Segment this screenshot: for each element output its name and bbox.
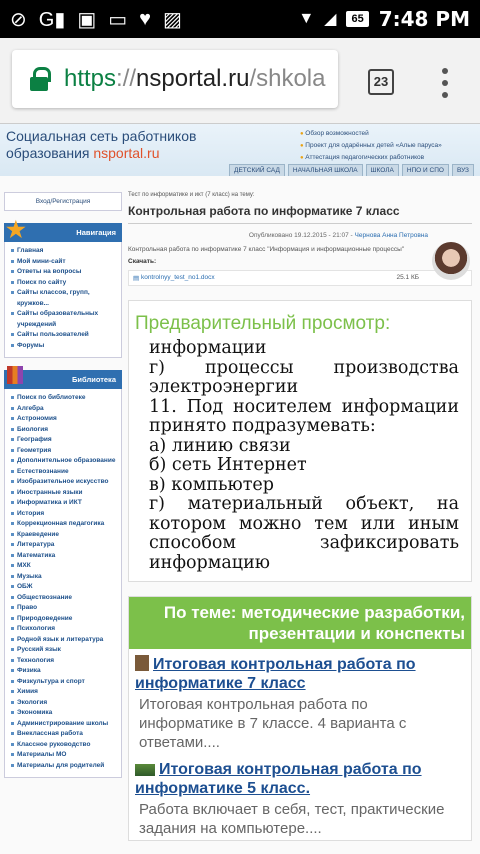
image-icon: ▨ bbox=[163, 8, 182, 31]
preview-line: г) материальный объект, на bbox=[149, 494, 459, 514]
navigation-header bbox=[4, 217, 122, 242]
preview-line: информацию bbox=[149, 552, 270, 573]
related-item-text: Работа включает в себя, тест, практические задания на компьютере.... bbox=[139, 801, 445, 837]
file-row[interactable] bbox=[128, 270, 472, 286]
lock-icon bbox=[30, 67, 48, 91]
menu-dot-icon bbox=[442, 68, 448, 74]
url-path: /shkola bbox=[249, 65, 326, 92]
sidebar-library-item[interactable]: История bbox=[11, 509, 119, 520]
nav-tab-school[interactable]: ШКОЛА bbox=[366, 164, 399, 177]
sidebar-nav-item[interactable]: Сайты классов, групп, кружков... bbox=[11, 288, 119, 309]
sidebar-library-item[interactable]: Коррекционная педагогика bbox=[11, 519, 119, 530]
thumbnail-icon bbox=[135, 764, 155, 776]
message-icon: ▣ bbox=[77, 8, 97, 31]
sidebar-library-item[interactable]: Родной язык и литература bbox=[11, 635, 119, 646]
site-promo-links bbox=[300, 128, 442, 164]
preview-line: б) сеть Интернет bbox=[149, 455, 307, 475]
url-host: nsportal.ru bbox=[136, 65, 250, 92]
preview-line: 11. Под носителем информации bbox=[149, 396, 459, 417]
related-item-title-text: Итоговая контрольная работа по информатике 5 класс. bbox=[135, 761, 422, 797]
download-label: Скачать: bbox=[128, 258, 157, 265]
library-title: Библиотека bbox=[72, 375, 116, 384]
related-item[interactable] bbox=[129, 649, 471, 754]
nav-tab-kindergarten[interactable]: ДЕТСКИЙ САД bbox=[229, 164, 285, 177]
sidebar-library-item[interactable]: Астрономия bbox=[11, 414, 119, 425]
file-icon: ▤ bbox=[133, 275, 141, 282]
sidebar-library-item[interactable]: Химия bbox=[11, 687, 119, 698]
page-title: Контрольная работа по информатике 7 класс bbox=[128, 204, 472, 224]
site-brand: nsportal.ru bbox=[93, 145, 160, 161]
library-list bbox=[4, 389, 122, 778]
promo-link[interactable]: ● Обзор возможностей bbox=[300, 128, 442, 140]
sidebar-nav-item[interactable]: Форумы bbox=[11, 341, 119, 352]
preview-line: принято подразумевать: bbox=[149, 416, 376, 436]
preview-line: информации bbox=[149, 338, 267, 358]
sidebar-library-item[interactable]: Психология bbox=[11, 624, 119, 635]
related-section bbox=[128, 596, 472, 841]
file-size: 25.1 КБ bbox=[396, 274, 419, 281]
status-bar bbox=[0, 0, 480, 38]
sidebar-nav-item[interactable]: Поиск по сайту bbox=[11, 278, 119, 289]
sidebar-library-item[interactable]: Дополнительное образование bbox=[11, 456, 119, 467]
menu-dot-icon bbox=[442, 80, 448, 86]
navigation-title: Навигация bbox=[76, 228, 116, 237]
related-item-title[interactable] bbox=[135, 760, 465, 798]
cell-signal-icon: ◢ bbox=[324, 11, 337, 28]
sidebar-library-item[interactable]: Технология bbox=[11, 656, 119, 667]
sidebar-library-item[interactable]: Алгебра bbox=[11, 404, 119, 415]
publish-date: Опубликовано 19.12.2015 - 21:07 - bbox=[248, 232, 355, 239]
preview-line: г) процессы производства bbox=[149, 357, 459, 378]
books-icon bbox=[7, 366, 23, 384]
sidebar-library-item[interactable]: Геометрия bbox=[11, 446, 119, 457]
related-item-text: Итоговая контрольная работа по информатике в 7 классе. 4 варианта с ответами.... bbox=[139, 696, 407, 751]
clock: 7:48 PM bbox=[378, 7, 470, 31]
preview-line: электроэнергии bbox=[149, 377, 299, 397]
sidebar-library-item[interactable]: Материалы МО bbox=[11, 750, 119, 761]
browser-toolbar bbox=[0, 38, 480, 124]
sidebar-library-item[interactable]: Экономика bbox=[11, 708, 119, 719]
sidebar-library-item[interactable]: Математика bbox=[11, 551, 119, 562]
publish-meta bbox=[128, 232, 472, 239]
site-title-line1: Социальная сеть работников bbox=[6, 128, 197, 144]
sidebar-library-item[interactable]: Экология bbox=[11, 698, 119, 709]
sidebar-nav-item[interactable]: Мой мини-сайт bbox=[11, 257, 119, 268]
site-header bbox=[0, 124, 480, 176]
sidebar-library-item[interactable]: География bbox=[11, 435, 119, 446]
preview-line: в) компьютер bbox=[149, 474, 274, 495]
breadcrumb: Тест по информатике и икт (7 класс) на тему: bbox=[128, 192, 255, 198]
battery-indicator: 65 bbox=[346, 11, 368, 27]
heart-icon: ♥ bbox=[139, 7, 152, 30]
sidebar-nav-item[interactable]: Главная bbox=[11, 246, 119, 257]
tab-switcher-button[interactable]: 23 bbox=[368, 69, 394, 95]
url-scheme: https bbox=[64, 65, 117, 92]
sidebar-nav-item[interactable]: Сайты пользователей bbox=[11, 330, 119, 341]
address-bar[interactable] bbox=[12, 50, 338, 108]
library-header bbox=[4, 370, 122, 389]
thumbnail-icon bbox=[135, 655, 149, 671]
nav-tab-university[interactable]: ВУЗ bbox=[452, 164, 474, 177]
sidebar-library-item[interactable]: Право bbox=[11, 603, 119, 614]
star-icon: ★ bbox=[6, 217, 26, 242]
promo-link[interactable]: ● Проект для одарённых детей «Алые паруса» bbox=[300, 140, 442, 152]
chat-icon: ▭ bbox=[108, 8, 128, 31]
author-link[interactable]: Чернова Анна Петровна bbox=[354, 232, 428, 239]
login-button[interactable]: Вход/Регистрация bbox=[4, 192, 122, 211]
sidebar-library-item[interactable]: Иностранные языки bbox=[11, 488, 119, 499]
document-preview[interactable] bbox=[128, 300, 472, 582]
sidebar-library-item[interactable]: Изобразительное искусство bbox=[11, 477, 119, 488]
nav-tab-vocational[interactable]: НПО И СПО bbox=[402, 164, 449, 177]
do-not-disturb-icon: ⊘ bbox=[10, 8, 27, 31]
sidebar-library-item[interactable]: Природоведение bbox=[11, 614, 119, 625]
preview-line: а) линию связи bbox=[149, 435, 291, 456]
sidebar-library-item[interactable]: Информатика и ИКТ bbox=[11, 498, 119, 509]
sidebar-library-item[interactable]: Администрирование школы bbox=[11, 719, 119, 730]
site-title-line2: образования bbox=[6, 145, 94, 161]
sidebar-library-item[interactable]: Обществознание bbox=[11, 593, 119, 604]
preview-heading: Предварительный просмотр: bbox=[135, 313, 391, 334]
sidebar-nav-item[interactable]: Ответы на вопросы bbox=[11, 267, 119, 278]
file-name[interactable]: kontrolnyy_test_no1.docx bbox=[140, 274, 215, 281]
nav-tab-primary[interactable]: НАЧАЛЬНАЯ ШКОЛА bbox=[288, 164, 363, 177]
sidebar-library-item[interactable]: ОБЖ bbox=[11, 582, 119, 593]
related-item-title-text: Итоговая контрольная работа по информатике 7 класс bbox=[135, 656, 416, 692]
sidebar-library-item[interactable]: Краеведение bbox=[11, 530, 119, 541]
avatar[interactable] bbox=[432, 242, 470, 280]
sidebar-library-item[interactable]: Литература bbox=[11, 540, 119, 551]
sidebar-library-item[interactable]: МХК bbox=[11, 561, 119, 572]
sidebar-library-item[interactable]: Физкультура и спорт bbox=[11, 677, 119, 688]
menu-dot-icon bbox=[442, 92, 448, 98]
wifi-icon: ▼ bbox=[298, 10, 315, 27]
preview-line: способом зафиксировать bbox=[149, 533, 459, 553]
preview-body bbox=[129, 339, 471, 573]
sidebar bbox=[4, 192, 122, 790]
preview-line: котором можно тем или иным bbox=[149, 513, 459, 534]
sidebar-library-item[interactable]: Русский язык bbox=[11, 645, 119, 656]
sidebar-library-item[interactable]: Внеклассная работа bbox=[11, 729, 119, 740]
related-item-title[interactable] bbox=[135, 655, 465, 693]
sidebar-library-item[interactable]: Материалы для родителей bbox=[11, 761, 119, 772]
navigation-list bbox=[4, 242, 122, 358]
sidebar-library-item[interactable]: Музыка bbox=[11, 572, 119, 583]
overflow-menu-button[interactable] bbox=[440, 68, 450, 98]
sidebar-library-item[interactable]: Классное руководство bbox=[11, 740, 119, 751]
url-separator: :// bbox=[116, 65, 137, 92]
signal-icon: G▮ bbox=[38, 8, 66, 31]
sidebar-library-item[interactable]: Физика bbox=[11, 666, 119, 677]
main-content bbox=[128, 192, 472, 841]
sidebar-library-item[interactable]: Естествознание bbox=[11, 467, 119, 478]
promo-link[interactable]: ● Аттестация педагогических работников bbox=[300, 152, 442, 164]
page-content bbox=[0, 176, 480, 854]
sidebar-library-item[interactable]: Поиск по библиотеке bbox=[11, 393, 119, 404]
related-heading: По теме: методические разработки, презентации и конспекты bbox=[129, 597, 471, 649]
related-item[interactable] bbox=[129, 754, 471, 840]
sidebar-nav-item[interactable]: Сайты образовательных учреждений bbox=[11, 309, 119, 330]
sidebar-library-item[interactable]: Биология bbox=[11, 425, 119, 436]
site-title[interactable] bbox=[6, 128, 196, 162]
description: Контрольная работа по информатике 7 класс "Информация и информационные процессы" bbox=[128, 246, 405, 253]
